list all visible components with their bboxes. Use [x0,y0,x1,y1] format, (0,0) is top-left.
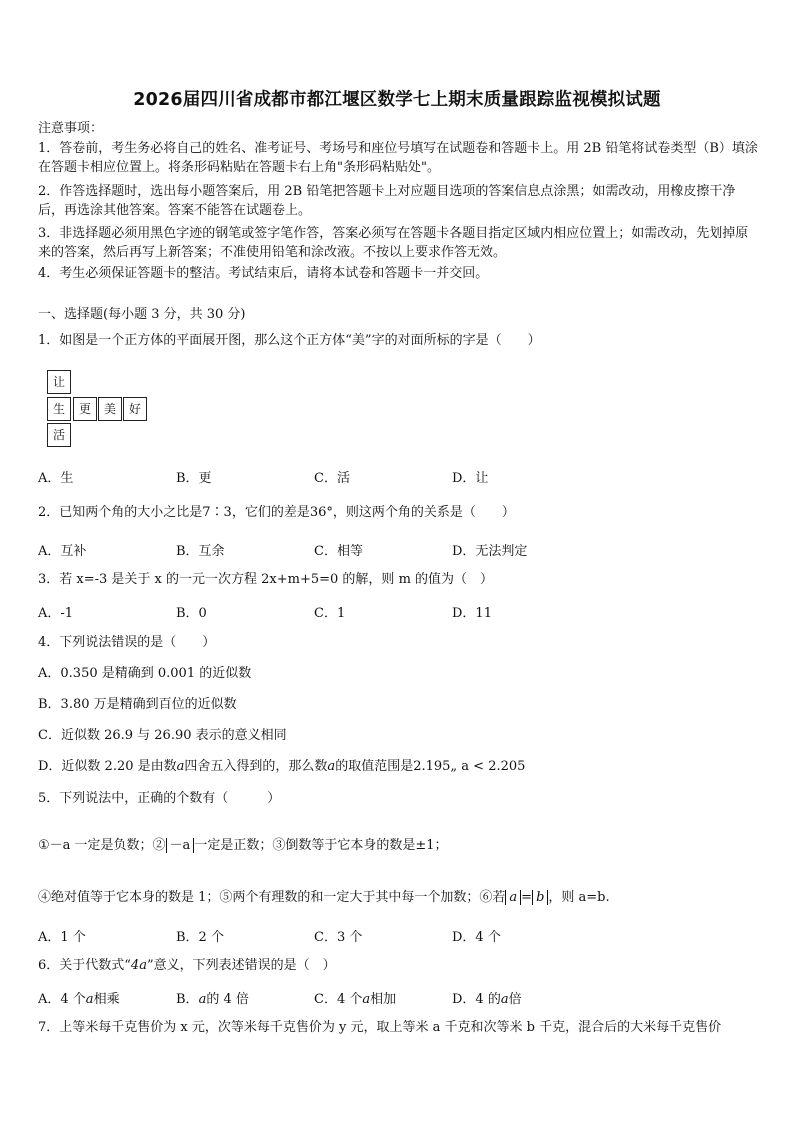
question-5-options [38,926,758,944]
question-3-options [38,602,758,620]
opt-b-var: a [198,992,207,1007]
q5-abs-a: a [505,890,521,905]
opt-a-var: a [85,992,94,1007]
q5-eq: = [521,890,533,905]
opt-b-pre: B． [176,992,199,1007]
option-b: B．0 [176,606,207,621]
opt-a-post: 相乘 [93,992,120,1007]
notice-heading: 注意事项： [38,121,104,136]
option-a: A．1 个 [38,930,86,945]
q4-d-text-b: 四舍五入得到的，那么数 [184,759,328,774]
opt-d-pre: D．4 的 [452,992,501,1007]
net-cell-2: 更 [73,397,97,421]
notice-item-3: 3．非选择题必须用黑色字迹的钢笔或签字笔作答，答案必须写在答题卡各题目指定区域内相应位置上；如需改动，先划掉原来的答案，然后再写上新答案；不准使用铅笔和涂改液。不按以上要求作答无效。 [38,226,749,260]
option-c: C．3 个 [314,930,363,945]
q6-text-a: 6．关于代数式“ [38,958,131,973]
net-cell-1: 生 [47,397,71,421]
question-4-stem: 4．下列说法错误的是（ ） [38,635,216,650]
q5-abs-neg-a: －a [166,838,195,853]
question-2-stem [38,504,515,522]
question-5-statements-2 [38,889,610,907]
section-heading: 一、选择题(每小题 3 分，共 30 分) [38,307,246,322]
q2-text-b: ，它们的差是 [231,505,310,520]
q4-var-1: a [176,759,185,774]
option-b [176,988,249,1007]
q4-var-2: a [327,759,336,774]
notice-item-1: 1．答卷前，考生务必将自己的姓名、准考证号、考场号和座位号填写在试题卷和答题卡上。用 2B 铅笔将试卷类型（B）填涂在答题卡相应位置上。将条形码粘贴在答题卡右上角"条形码粘贴处"。 [38,141,758,175]
option-b: B．互余 [176,544,225,559]
option-c [314,988,396,1007]
question-5-statements-1 [38,837,447,855]
question-1-stem: 1．如图是一个正方体的平面展开图，那么这个正方体“美”字的对面所标的字是（ ） [38,333,541,348]
option-b: B．2 个 [176,930,224,945]
q4-d-text-a: D．近似数 2.20 是由数 [38,759,177,774]
q6-expr: 4a [130,958,147,973]
net-cell-3: 美 [98,397,122,421]
question-4-option-b: B．3.80 万是精确到百位的近似数 [38,697,237,712]
question-6-stem [38,957,336,975]
q5-text-2a: ④绝对值等于它本身的数是 1；⑤两个有理数的和一定大于其中每一个加数；⑥若 [38,890,506,905]
q4-d-text-c: 的取值范围是 [335,759,414,774]
q5-abs-b: b [532,890,548,905]
option-c: C．1 [314,606,346,621]
question-4-option-a: A．0.350 是精确到 0.001 的近似数 [38,666,252,681]
q5-text-2b: ，则 a=b. [548,890,610,905]
option-d: D．4 个 [452,930,501,945]
option-a: A．-1 [38,606,74,621]
notice-item-2: 2．作答选择题时，选出每小题答案后，用 2B 铅笔把答题卡上对应题目选项的答案信息点涂黑；如需改动，用橡皮擦干净后，再选涂其他答案。答案不能答在试题卷上。 [38,184,736,218]
net-cell-top: 让 [47,370,71,394]
q5-text-1b: 一定是正数；③倒数等于它本身的数是±1； [194,838,448,853]
option-a: A．互补 [38,544,87,559]
option-a: A．生 [38,471,74,486]
question-4-option-c: C．近似数 26.9 与 26.90 表示的意义相同 [38,728,287,743]
option-a [38,988,120,1007]
opt-b-post: 的 4 倍 [206,992,249,1007]
exam-title: 2026届四川省成都市都江堰区数学七上期末质量跟踪监视模拟试题 [133,90,661,110]
option-c: C．活 [314,471,350,486]
question-5-stem: 5．下列说法中，正确的个数有（ ） [38,791,281,806]
q2-ratio: 7∶3 [202,505,232,520]
q2-text-a: 2．已知两个角的大小之比是 [38,505,203,520]
notice-item-4: 4．考生必须保证答题卡的整洁。考试结束后，请将本试卷和答题卡一并交回。 [38,266,489,281]
question-4-option-d [38,758,525,776]
q2-angle: 36° [309,505,333,520]
q5-text-1a: ①－a 一定是负数；② [38,838,166,853]
option-d: D．让 [452,471,489,486]
opt-a-pre: A．4 个 [38,992,86,1007]
opt-d-post: 倍 [508,992,522,1007]
q2-text-c: ，则这两个角的关系是（ ） [332,505,515,520]
opt-c-var: a [362,992,371,1007]
option-d: D．11 [452,606,492,621]
question-1-options [38,467,758,485]
option-b: B．更 [176,471,212,486]
opt-c-pre: C．4 个 [314,992,363,1007]
opt-d-var: a [500,992,509,1007]
option-c: C．相等 [314,544,363,559]
net-cell-4: 好 [123,397,147,421]
net-cell-bottom: 活 [47,423,71,447]
question-2-options [38,540,758,558]
question-7-stem: 7．上等米每千克售价为 x 元，次等米每千克售价为 y 元，取上等米 a 千克和次等米 b 千克，混合后的大米每千克售价 [38,1020,722,1035]
q4-range: 2.195„ a < 2.205 [413,759,526,774]
option-d [452,988,522,1007]
question-3-stem: 3．若 x=-3 是关于 x 的一元一次方程 2x+m+5=0 的解，则 m 的值为（ ） [38,572,494,587]
opt-c-post: 相加 [370,992,397,1007]
question-6-options [38,988,758,1006]
option-d: D．无法判定 [452,544,528,559]
q6-text-b: ”意义，下列表述错误的是（ ） [146,958,336,973]
